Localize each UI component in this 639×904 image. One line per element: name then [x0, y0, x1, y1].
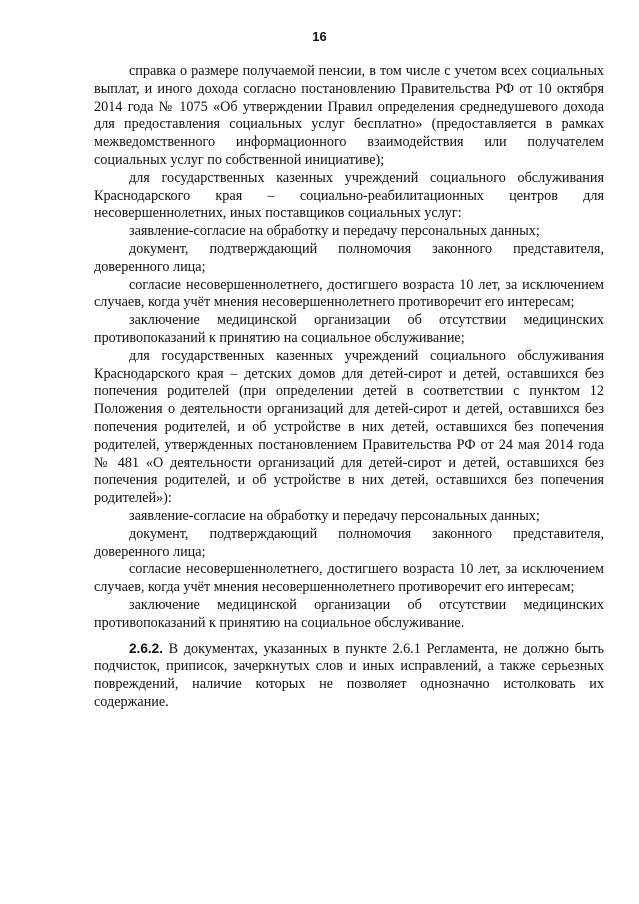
list-item: документ, подтверждающий полномочия законного представителя, доверенного лица; — [94, 525, 604, 560]
document-body — [94, 63, 604, 712]
paragraph-pension-certificate: справка о размере получаемой пенсии, в том числе с учетом всех социальных выплат, и иного дохода согласно постановлению Правительства РФ от 10 октября 2014 года № 1075 «Об утверждении Правил определения среднедушевого дохода для предоставления социальных услуг бесплатно» (предоставляется в рамках межведомственного информационного взаимодействия или получателем социальных услуг по собственной инициативе); — [94, 63, 604, 168]
list-item: документ, подтверждающий полномочия законного представителя, доверенного лица; — [94, 240, 604, 275]
list-item: заявление-согласие на обработку и передачу персональных данных; — [129, 507, 540, 524]
paragraph-rehabilitation-centers: для государственных казенных учреждений социального обслуживания Краснодарского края – социально-реабилитационных центров для несовершеннолетних, иных поставщиков социальных услуг: — [94, 169, 604, 222]
clause-2-6-2 — [94, 640, 604, 712]
paragraph-orphan-homes: для государственных казенных учреждений социального обслуживания Краснодарского края – детских домов для детей-сирот и детей, оставшихся без попечения родителей (при определении детей в соответствии с пунктом 12 Положения о деятельности организаций для детей-сирот и детей, оставшихся без попечения родителей, и об устройстве в них детей, оставшихся без попечения родителей, утвержденных постановлением Правительства РФ от 24 мая 2014 года № 481 «О деятельности организаций для детей-сирот и детей, оставшихся без попечения родителей, и об устройстве в них детей, оставшихся без попечения родителей»): — [94, 347, 604, 507]
clause-text: В документах, указанных в пункте 2.6.1 Регламента, не должно быть подчисток, приписок, зачеркнутых слов и иных исправлений, а также серьезных повреждений, наличие которых не позволяет однозначно истолковать их содержание. — [94, 640, 604, 710]
page-number: 16 — [312, 29, 327, 44]
list-item: заключение медицинской организации об отсутствии медицинских противопоказаний к принятию на социальное обслуживание; — [94, 312, 604, 346]
list-item: согласие несовершеннолетнего, достигшего возраста 10 лет, за исключением случаев, когда учёт мнения несовершеннолетнего противоречит его интересам; — [94, 276, 604, 311]
list-item: заявление-согласие на обработку и передачу персональных данных; — [129, 223, 540, 240]
list-item: согласие несовершеннолетнего, достигшего возраста 10 лет, за исключением случаев, когда учёт мнения несовершеннолетнего противоречит его интересам; — [94, 561, 604, 596]
list-item: заключение медицинской организации об отсутствии медицинских противопоказаний к принятию на социальное обслуживание. — [94, 596, 604, 631]
clause-number: 2.6.2. — [129, 640, 164, 656]
